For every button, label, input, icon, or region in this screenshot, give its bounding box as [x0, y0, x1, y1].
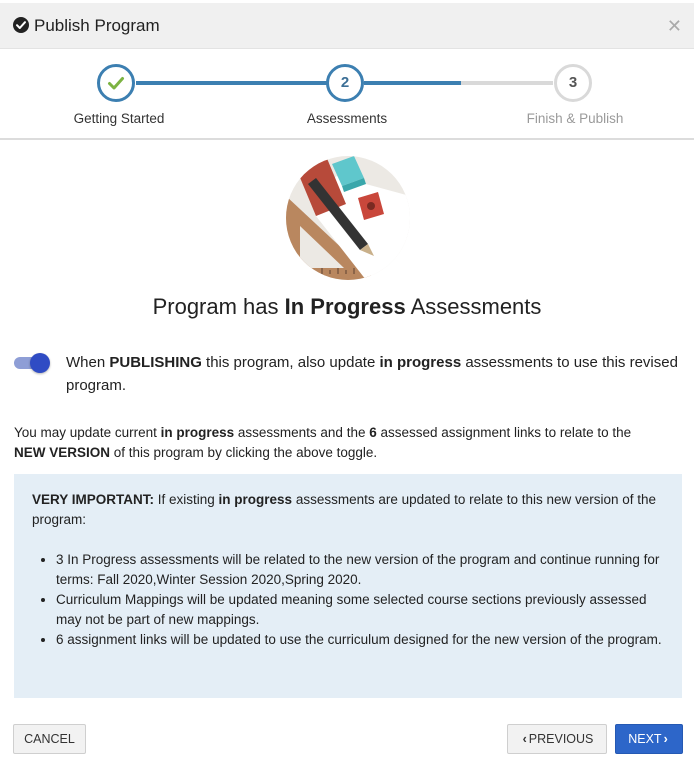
toggle-knob [30, 353, 50, 373]
dialog-title: Publish Program [34, 16, 160, 35]
step-connector-2-progress [364, 81, 461, 85]
step-1-circle[interactable] [97, 64, 135, 102]
assessment-tools-illustration [286, 156, 410, 280]
cancel-button[interactable]: CANCEL [13, 724, 86, 754]
check-circle-icon [12, 16, 30, 34]
list-item: • 6 assignment links will be updated to use the curriculum designed for the new version of the program. [56, 630, 664, 650]
step-3-circle[interactable]: 3 [554, 64, 592, 102]
step-connector-1 [136, 81, 329, 85]
update-in-progress-toggle[interactable] [14, 353, 50, 373]
previous-button[interactable]: ‹ PREVIOUS [507, 724, 607, 754]
dialog-header [0, 3, 694, 49]
important-notice-panel [14, 474, 682, 698]
wizard-stepper [0, 49, 694, 140]
important-list [32, 550, 664, 650]
list-item: • 3 In Progress assessments will be related to the new version of the program and continue running for terms: Fall 2020,Winter Session 2020,Spring 2020. [56, 550, 664, 590]
toggle-description: When PUBLISHING this program, also update in progress assessments to use this revised program. [66, 354, 678, 394]
next-button[interactable]: NEXT › [615, 724, 683, 754]
step-connector-2-remaining [461, 81, 553, 85]
chevron-right-icon: › [663, 732, 668, 746]
page-title: Program has In Progress Assessments [152, 294, 542, 319]
list-item: • Curriculum Mappings will be updated meaning some selected course sections previously assessed may not be part of new mappings. [56, 590, 664, 630]
close-icon[interactable]: ✕ [666, 16, 682, 36]
important-lead: VERY IMPORTANT: If existing in progress assessments are updated to relate to this new version of the program: [32, 492, 657, 527]
step-2-circle[interactable]: 2 [326, 64, 364, 102]
stepper-divider [0, 138, 694, 140]
chevron-left-icon: ‹ [522, 732, 527, 746]
step-1-label: Getting Started [73, 111, 165, 126]
update-info-text: You may update current in progress assessments and the 6 assessed assignment links to relate to the NEW VERSION of this program by clicking the above toggle. [14, 425, 632, 460]
step-2-label: Assessments [306, 111, 388, 126]
step-3-label: Finish & Publish [526, 111, 624, 126]
